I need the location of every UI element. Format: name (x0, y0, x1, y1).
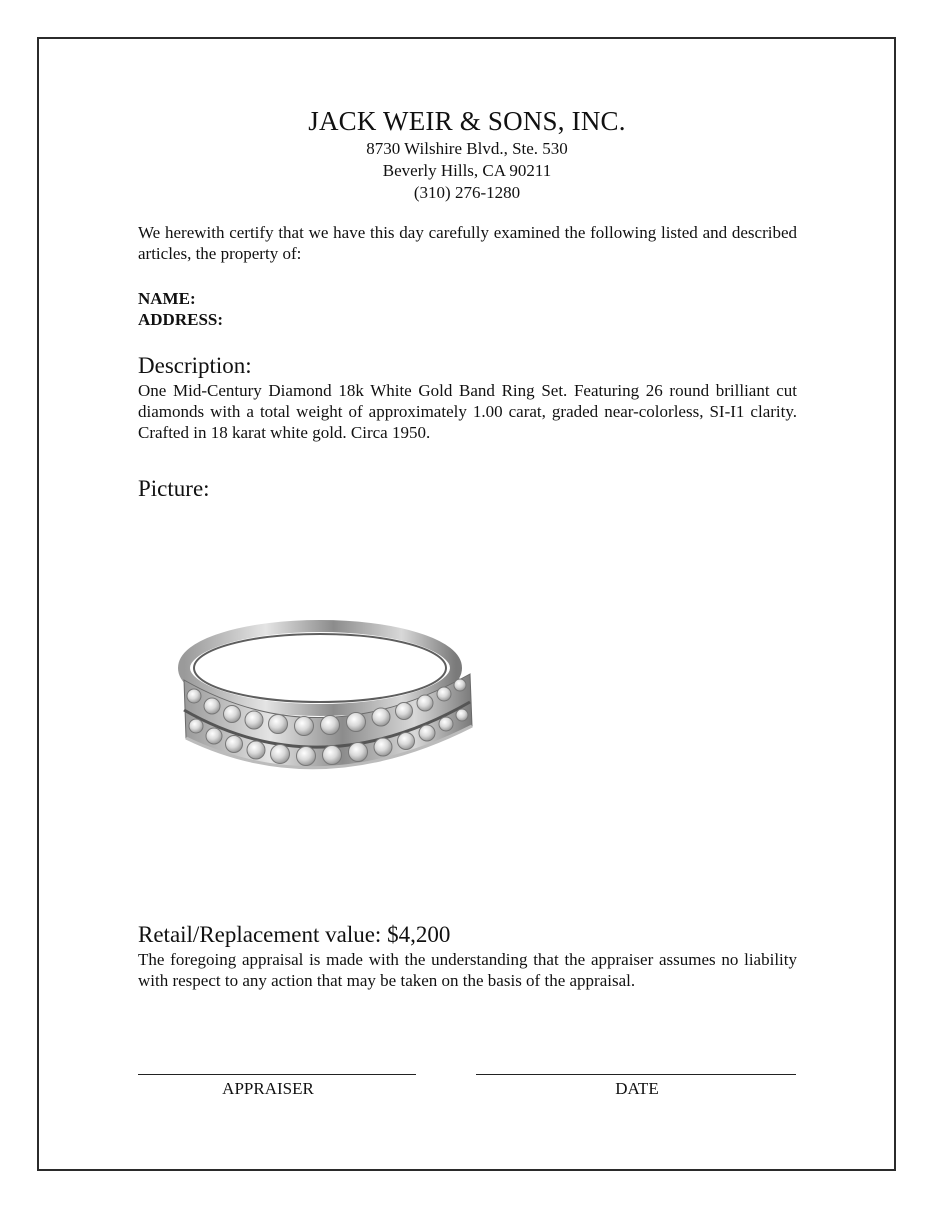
description-title: Description: (138, 353, 252, 378)
company-name: JACK WEIR & SONS, INC. (308, 106, 626, 136)
date-label: DATE (615, 1079, 659, 1098)
date-signature-line (476, 1074, 796, 1075)
certification-text: We herewith certify that we have this day carefully examined the following listed and described articles, the property of: (138, 223, 797, 263)
address-label: ADDRESS: (138, 310, 224, 329)
letterhead (0, 104, 934, 204)
disclaimer-text: The foregoing appraisal is made with the understanding that the appraiser assumes no liability with respect to any action that may be taken on the basis of the appraisal. (138, 950, 797, 990)
address-line-1: 8730 Wilshire Blvd., Ste. 530 (366, 139, 568, 158)
picture-section (138, 475, 797, 503)
description-section (138, 352, 797, 443)
description-text: One Mid-Century Diamond 18k White Gold Band Ring Set. Featuring 26 round brilliant cut diamonds with a total weight of approximately 1.00 carat, graded near-colorless, SI-I1 clarity. Crafted in 18 karat white gold. Circa 1950. (138, 381, 797, 442)
picture-title: Picture: (138, 476, 210, 501)
retail-value: Retail/Replacement value: $4,200 (138, 922, 451, 947)
appraiser-label: APPRAISER (222, 1079, 314, 1098)
phone-number: (310) 276-1280 (413, 183, 521, 202)
ring-photo (170, 598, 500, 818)
value-section (138, 921, 797, 991)
owner-fields (138, 288, 797, 330)
appraiser-signature-line (138, 1074, 416, 1075)
address-line-2: Beverly Hills, CA 90211 (382, 161, 552, 180)
name-label: NAME: (138, 289, 196, 308)
